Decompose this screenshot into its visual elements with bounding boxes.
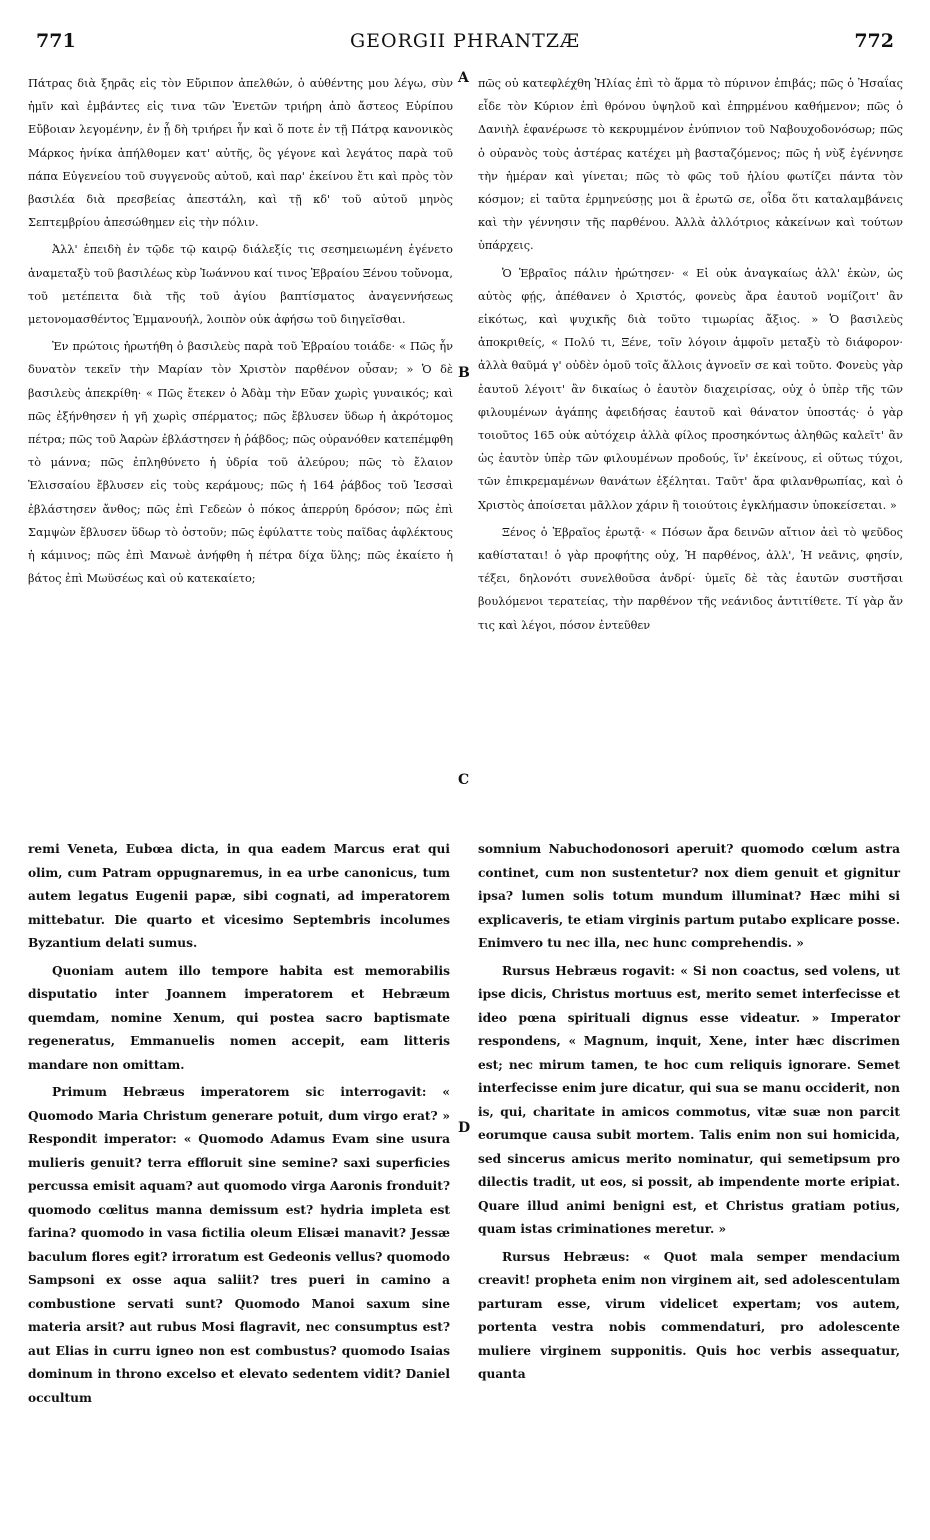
paragraph: πῶς οὐ κατεφλέχθη Ἠλίας ἐπὶ τὸ ἅρμα τὸ πύρινον ἐπιβάς; πῶς ὁ Ἠσαΐας εἶδε τὸν Κύριον ἐπὶ θρόνου ὑψηλοῦ καὶ ἐπηρμένου καθήμενον; πῶς ὁ Δανιὴλ ἐφανέρωσε τὸ κεκρυμμένον ἐνύπνιον τοῦ Ναβουχοδονόσωρ; πῶς ὁ οὐρανὸς τοὺς ἀστέρας κατέχει μὴ βασταζόμενος; πῶς ἡ νὺξ ἐγέννησε τὴν ἡμέραν καὶ γίνεται; πῶς τὸ φῶς τοῦ ἡλίου φωτίζει πάντα τὸν κόσμον; εἰ ταῦτα ἑρμηνεύσῃς μοι ἃ ἐρωτῶ σε, οἶδα ὅτι καταλαμβάνεις καὶ τὴν γέννησιν τῆς παρθένου. Ἀλλὰ ἀλλότριος κἀκείνων καὶ τούτων ὑπάρχεις. xyxy=(478,77,903,253)
paragraph: Ἐν πρώτοις ἠρωτήθη ὁ βασιλεὺς παρὰ τοῦ Ἑβραίου τοιάδε· « Πῶς ἦν δυνατὸν τεκεῖν τὴν Μαρίαν τὸν Χριστὸν παρθένον οὖσαν; » Ὁ δὲ βασιλεὺς ἀπεκρίθη· « Πῶς ἔτεκεν ὁ Ἀδὰμ τὴν Εὔαν χωρὶς γυναικός; καὶ πῶς ἐξήνθησεν ἡ γῆ χωρὶς σπέρματος; πῶς ἔβλυσεν ὕδωρ ἡ ἀκρότομος πέτρα; πῶς τοῦ Ἀαρὼν ἐβλάστησεν ἡ ῥάβδος; πῶς οὐρανόθεν κατεπέμφθη τὸ μάννα; πῶς ἐπληθύνετο ἡ ὑδρία τοῦ ἀλεύρου; πῶς τὸ ἔλαιον Ἐλισσαίου ἔβλυσεν εἰς τοὺς κεράμους; πῶς ἡ 164 ῥάβδος τοῦ Ἰεσσαὶ ἐβλάστησεν ἄνθος; πῶς ἐπὶ Γεδεὼν ὁ πόκος ἀπερρύη δρόσον; πῶς ἐπὶ Σαμψὼν ἔβλυσεν ὕδωρ τὸ ὀστοῦν; πῶς ἐφύλαττε τοὺς παῖδας ἀφλέκτους ἡ κάμινος; πῶς ἐπὶ Μανωὲ ἀνήφθη ἡ πέτρα δίχα ὕλης; πῶς ἐκαίετο ἡ βάτος ἐπὶ Μωϋσέως καὶ οὐ κατεκαίετο; xyxy=(28,340,453,586)
paragraph: Rursus Hebræus rogavit: « Si non coactus, sed volens, ut ipse dicis, Christus mortuus est, merito semet interfecisse et ideo pœna spirituali dignus esse videatur. » Imperator respondens, « Magnum, inquit, Xene, inter hæc discrimen est; nec mirum tamen, te hoc cum reliquis ignorare. Semet interfecisse enim jure dicatur, qui sua se manu occiderit, non is, qui, charitate in amicos commotus, vitæ suæ non parcit eorumque causa subit mortem. Talis enim non sui homicida, sed sincerus amicus merito nominatur, qui semetipsum pro dilectis tradit, ut eos, si possit, ab impendente morte eripiat. Quare illud animi benigni est, et Christus gratiam potius, quam istas criminationes meretur. » xyxy=(478,963,900,1236)
paragraph: Primum Hebræus imperatorem sic interrogavit: « Quomodo Maria Christum generare potuit, dum virgo erat? » Respondit imperator: « Quomodo Adamus Evam sine usura mulieris genuit? terra effloruit sine semine? saxi superficies percussa emisit aquam? aut quomodo virga Aaronis fronduit? quomodo cœlitus manna demissum est? hydria impleta est farina? quomodo in vasa fictilia oleum Elisæi manavit? Jessæ baculum flores egit? irroratum est Gedeonis vellus? quomodo Sampsoni ex osse aqua saliit? tres pueri in camino a combustione servati sunt? Quomodo Manoi saxum sine materia arsit? aut rubus Mosi flagravit, nec consumptus est? aut Elias in curru igneo non est combustus? quomodo Isaias dominum in throno excelso et elevato sedentem vidit? Daniel occultum xyxy=(28,1085,450,1405)
running-title: GEORGII PHRANTZÆ xyxy=(349,30,581,52)
page-number-left: 771 xyxy=(36,30,76,52)
greek-text-right-column xyxy=(478,72,903,641)
paragraph: Quoniam autem illo tempore habita est memorabilis disputatio inter Joannem imperatorem et Hebræum quemdam, nomine Xenum, qui postea sacro baptismate regeneratus, Emmanuelis nomen accepit, eam litteris mandare non omittam. xyxy=(28,963,450,1072)
section-marker-b: B xyxy=(458,365,470,381)
paragraph: Ἀλλ' ἐπειδὴ ἐν τῷδε τῷ καιρῷ διάλεξίς τις σεσημειωμένη ἐγένετο ἀναμεταξὺ τοῦ βασιλέως κὺρ Ἰωάννου καί τινος Ἑβραίου Ξένου τοὔνομα, τοῦ μετέπειτα διὰ τῆς τοῦ ἁγίου βαπτίσματος ἀναγεννήσεως μετονομασθέντος Ἐμμανουήλ, λοιπὸν οὐκ ἀφήσω τοῦ διηγεῖσθαι. xyxy=(28,243,453,327)
paragraph: Ὁ Ἑβραῖος πάλιν ἠρώτησεν· « Εἰ οὐκ ἀναγκαίως ἀλλ' ἑκὼν, ὡς αὐτὸς φῄς, ἀπέθανεν ὁ Χριστός, φονεὺς ἄρα ἑαυτοῦ νομίζοιτ' ἂν εἰκότως, καὶ ψυχικῆς διὰ τοῦτο τιμωρίας ἄξιος. » Ὁ βασιλεὺς ἀποκριθείς, « Πολύ τι, Ξένε, τοῖν λόγοιν ἀμφοῖν μεταξὺ τὸ διάφορον· ἀλλὰ θαῦμά γ' οὐδὲν ὁμοῦ τοῖς ἄλλοις ἀγνοεῖν σε καὶ τοῦτο. Φονεὺς γὰρ ἑαυτοῦ λέγοιτ' ἂν δικαίως ὁ ἑαυτὸν διαχειρίσας, οὐχ ὁ ὑπὲρ τῆς τῶν φιλουμένων ἀγάπης ἀφειδήσας ἑαυτοῦ καὶ θάνατον ὑποστάς· ὁ γὰρ τοιοῦτος 165 οὐκ αὐτόχειρ ἀλλὰ φίλος προσηκόντως ἀληθῶς καλεῖτ' ἂν ὡς ἑαυτὸν ὑπὲρ τῶν φιλουμένων προδούς, ἵν' ἐκείνους, εἰ οὕτως τύχοι, τῶν ἐπικρεμαμένων θανάτων ἐξέληται. Ταῦτ' ἄρα φιλανθρωπίας, καὶ ὁ Χριστὸς ἀποίσεται μᾶλλον χάριν ἢ τοιούτοις ἐγκλήμασιν ὑποκείσεται. » xyxy=(478,266,903,512)
section-marker-d: D xyxy=(458,1120,471,1136)
section-marker-c: C xyxy=(458,772,470,788)
latin-text-left-column xyxy=(28,838,450,1414)
running-header xyxy=(30,30,900,62)
paragraph: Πάτρας διὰ ξηρᾶς εἰς τὸν Εὔριπον ἀπελθών, ὁ αὐθέντης μου λέγω, σὺν ἡμῖν καὶ ἐμβάντες εἰς τινα τῶν Ἐνετῶν τριήρη ἀπὸ ἄστεος Εὐρίπου Εὔβοιαν λεγομένην, ἐν ᾗ δὴ τριήρει ἦν καὶ ὅ ποτε ἐν τῇ Πάτρᾳ κανονικὸς Μάρκος ἡνίκα ἀπήλθομεν κατ' αὐτῆς, ὃς γέγονε καὶ λεγάτος παρὰ τοῦ πάπα Εὐγενείου τοῦ συγγενοῦς αὐτοῦ, καὶ παρ' ἐκείνου ἔτι καὶ πρὸς τὸν βασιλέα διὰ πρεσβείας ἀπεστάλη, καὶ τῇ κδ' τοῦ αὐτοῦ μηνὸς Σεπτεμβρίου ἀπεσώθημεν εἰς τὴν πόλιν. xyxy=(28,77,453,230)
section-marker-a: A xyxy=(458,70,469,86)
paragraph: somnium Nabuchodonosori aperuit? quomodo cœlum astra continet, cum non sustentetur? nox diem genuit et gignitur ipsa? lumen solis totum mundum illuminat? Hæc mihi si explicaveris, te etiam virginis partum putabo explicare posse. Enimvero tu nec illa, nec hunc comprehendis. » xyxy=(478,842,900,950)
latin-text-right-column xyxy=(478,838,900,1391)
paragraph: Ξένος ὁ Ἑβραῖος ἐρωτᾷ· « Πόσων ἄρα δεινῶν αἴτιον ἀεὶ τὸ ψεῦδος καθίσταται! ὁ γὰρ προφήτης οὐχ, Ἡ παρθένος, ἀλλ', Ἡ νεᾶνις, φησίν, τέξει, δηλονότι συνελθοῦσα ἀνδρί· ὑμεῖς δὲ τὰς ἑαυτῶν συστῆσαι βουλόμενοι τερατείας, τὴν παρθένον τῆς νεάνιδος ἀντιτίθετε. Τί γὰρ ἄν τις καὶ λέγοι, πόσον ἐντεῦθεν xyxy=(478,525,903,632)
greek-text-left-column xyxy=(28,72,453,594)
paragraph: remi Veneta, Eubœa dicta, in qua eadem Marcus erat qui olim, cum Patram oppugnaremus, in ea urbe canonicus, tum autem legatus Eugenii papæ, sibi cognati, ad imperatorem mittebatur. Die quarto et vicesimo Septembris incolumes Byzantium delati sumus. xyxy=(28,842,450,950)
page-number-right: 772 xyxy=(854,30,894,52)
paragraph: Rursus Hebræus: « Quot mala semper mendacium creavit! propheta enim non virginem ait, sed adolescentulam parturam esse, virum videlicet expertam; vos autem, portenta vestra nobis commendaturi, pro adolescente muliere virginem supponitis. Quis hoc verbis assequatur, quanta xyxy=(478,1249,900,1381)
